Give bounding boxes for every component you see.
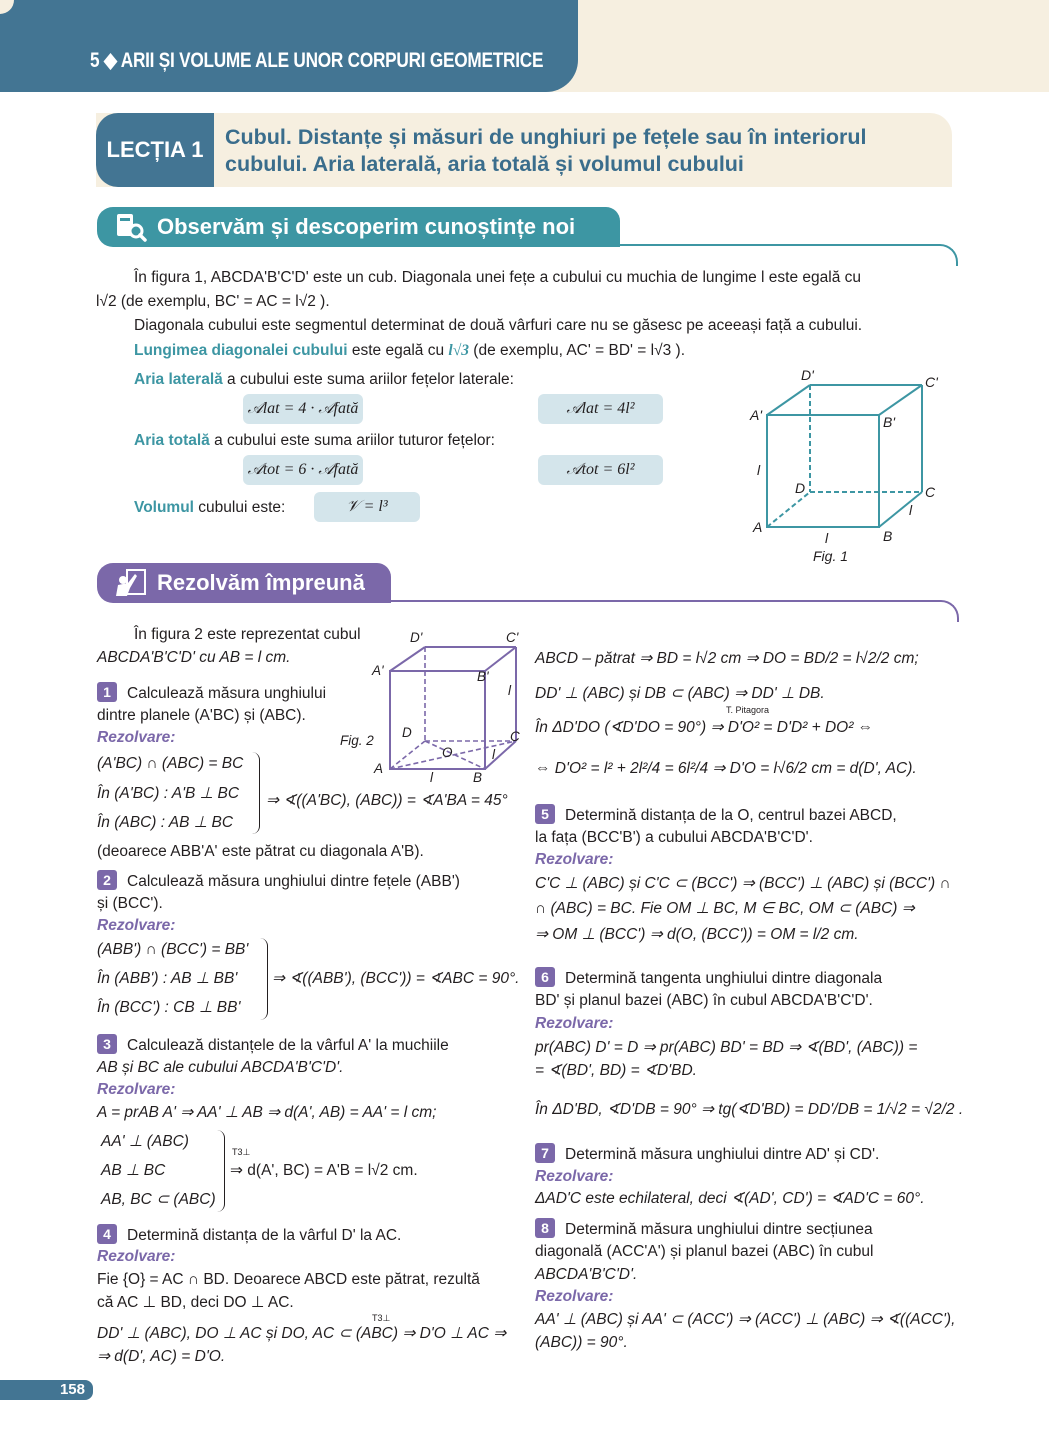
term-diagonal-length: Lungimea diagonalei cubului — [134, 342, 348, 359]
text: Calculează măsura unghiului dintre fețele (ABB') — [127, 873, 460, 890]
solution-conclusion: ⇒ ∢((A'BC), (ABC)) = ∢A'BA = 45° — [266, 792, 508, 809]
resolve-label: Rezolvare: — [535, 1288, 614, 1305]
solution-line: A = prAB A' ⇒ AA' ⊥ AB ⇒ d(A', AB) = AA' = l cm; — [97, 1104, 437, 1121]
lesson-title-line1: Cubul. Distanțe și măsuri de unghiuri pe fețele sau în interiorul — [225, 125, 867, 149]
page-number: 158 — [0, 1380, 93, 1400]
text: Determină măsura unghiului dintre AD' și CD'. — [565, 1146, 880, 1163]
solution-line: Fie {O} = AC ∩ BD. Deoarece ABCD este pătrat, rezultă — [97, 1271, 480, 1288]
section-title: Observăm și descoperim cunoștințe noi — [157, 214, 576, 239]
problem-6-statement — [535, 967, 882, 990]
section-divider — [618, 244, 958, 266]
solution-line: (ABC)) = 90°. — [535, 1334, 628, 1351]
solution-line: (A'BC) ∩ (ABC) = BC — [97, 755, 244, 772]
label-l: l — [492, 747, 495, 762]
solution-line: ∩ (ABC) = BC. Fie OM ⊥ BC, M ∈ BC, OM ⊂ (ABC) ⇒ — [535, 900, 915, 917]
solution-line: În (ABB') : AB ⊥ BB' — [97, 970, 238, 987]
text: este egală cu — [347, 342, 449, 359]
problem-number-badge: 5 — [535, 804, 555, 824]
solution-line: = ∢(BD', BD) = ∢D'BD. — [535, 1062, 697, 1079]
label-D-prime: D' — [801, 367, 814, 383]
figure-caption: Fig. 1 — [813, 548, 849, 564]
problem-number-badge: 3 — [97, 1034, 117, 1054]
solution-note: (deoarece ABB'A' este pătrat cu diagonala A'B). — [97, 843, 424, 860]
solution-line: În (A'BC) : A'B ⊥ BC — [97, 785, 240, 802]
problem-8-statement-3: ABCDA'B'C'D'. — [535, 1266, 638, 1283]
label-B: B — [883, 528, 893, 544]
solution-line: ABCD – pătrat ⇒ BD = l√2 cm ⇒ DO = BD/2 = l√2/2 cm; — [535, 650, 919, 667]
solution-conclusion: ⇒ d(A', BC) = A'B = l√2 cm. — [230, 1162, 418, 1179]
paragraph-total-area — [134, 430, 495, 452]
problem-1-statement-2: dintre planele (A'BC) și (ABC). — [97, 707, 306, 724]
theorem-label: T. Pitagora — [726, 705, 770, 715]
formula-text: 𝒜lat = 4l² — [566, 400, 635, 417]
resolve-label: Rezolvare: — [97, 729, 176, 746]
intro-line1: În figura 2 este reprezentat cubul — [134, 626, 361, 643]
label-D: D — [402, 725, 412, 740]
term-volume: Volumul — [134, 499, 194, 516]
text: cubului este: — [194, 499, 286, 516]
intro-line2: ABCDA'B'C'D' cu AB = l cm. — [97, 649, 291, 666]
problem-number-badge: 1 — [97, 682, 117, 702]
label-B-prime: B' — [883, 414, 896, 430]
section-header-solve — [97, 563, 391, 603]
text: Calculează distanțele de la vârful A' la muchiile — [127, 1037, 449, 1054]
brace — [215, 1130, 225, 1212]
label-B: B — [473, 770, 483, 785]
solution-line: C'C ⊥ (ABC) și C'C ⊂ (BCC') ⇒ (BCC') ⊥ (ABC) și (BCC') ∩ — [535, 875, 951, 892]
problem-2-statement — [97, 870, 460, 893]
problem-number-badge: 4 — [97, 1224, 117, 1244]
term-lateral-area: Aria laterală — [134, 371, 223, 388]
label-D-prime: D' — [410, 630, 423, 645]
label-l: l — [430, 770, 433, 785]
formula-volume — [314, 492, 420, 522]
problem-6-statement-2: BD' și planul bazei (ABC) în cubul ABCDA'B'C'D'. — [535, 992, 873, 1009]
lesson-badge: LECȚIA 1 — [96, 113, 214, 187]
diagonal-formula: l√3 — [448, 342, 469, 359]
solution-line: că AC ⊥ BD, deci DO ⊥ AC. — [97, 1294, 294, 1311]
brace — [250, 752, 260, 834]
label-O: O — [442, 745, 453, 760]
label-l: l — [508, 683, 511, 698]
problem-8-statement-2: diagonală (ACC'A') și planul bazei (ABC) în cubul — [535, 1243, 874, 1260]
paragraph-volume — [134, 497, 285, 519]
formula-text: 𝒜lat = 4 · 𝒜fată — [247, 400, 359, 417]
label-C-prime: C' — [925, 374, 938, 390]
label-A: A — [374, 761, 384, 776]
label-A-prime: A' — [372, 663, 384, 678]
solution-line: AA' ⊥ (ABC) și AA' ⊂ (ACC') ⇒ (ACC') ⊥ (ABC) ⇒ ∢((ACC'), — [535, 1311, 956, 1328]
figure-1-cube — [745, 365, 955, 565]
solution-line: AA' ⊥ (ABC) — [101, 1133, 189, 1150]
problem-3-statement — [97, 1034, 449, 1057]
label-C-prime: C' — [506, 630, 519, 645]
problem-7-statement — [535, 1143, 879, 1166]
figure-caption: Fig. 2 — [340, 733, 374, 748]
paragraph-lateral-area — [134, 369, 514, 391]
problem-3-statement-2: AB și BC ale cubului ABCDA'B'C'D'. — [97, 1059, 344, 1076]
problem-5-statement — [535, 804, 897, 827]
text: a cubului este suma ariilor tuturor fețelor: — [209, 432, 495, 449]
paragraph-diagonal-length — [134, 340, 685, 362]
problem-number-badge: 2 — [97, 870, 117, 890]
solution-line: ⇒ OM ⊥ (BCC') ⇒ d(O, (BCC')) = OM = l/2 cm. — [535, 926, 859, 943]
resolve-label: Rezolvare: — [97, 917, 176, 934]
solution-line: ⇔ D'O² = l² + 2l²/4 = 6l²/4 ⇒ D'O = l√6/2 cm = d(D', AC). — [535, 760, 917, 777]
book-magnifier-icon — [113, 212, 149, 242]
paragraph-face-diagonal-2: l√2 (de exemplu, BC' = AC = l√2 ). — [96, 293, 330, 310]
formula-total-2 — [538, 455, 663, 485]
solution-line: pr(ABC) D' = D ⇒ pr(ABC) BD' = BD ⇒ ∢(BD', (ABC)) = — [535, 1039, 918, 1056]
resolve-label: Rezolvare: — [535, 851, 614, 868]
problem-number-badge: 6 — [535, 967, 555, 987]
label-C: C — [510, 729, 520, 744]
section-divider — [389, 600, 959, 622]
chapter-tab — [0, 0, 578, 92]
problem-number-badge: 7 — [535, 1143, 555, 1163]
formula-text: 𝒜tot = 6 · 𝒜fată — [247, 461, 359, 478]
term-total-area: Aria totală — [134, 432, 210, 449]
paragraph-cube-diagonal: Diagonala cubului este segmentul determinat de două vârfuri care nu se găsesc pe aceeași față a cubului. — [134, 317, 863, 334]
problem-8-statement — [535, 1218, 873, 1241]
solution-line: AB ⊥ BC — [101, 1162, 166, 1179]
text: Determină distanța de la vârful D' la AC. — [127, 1227, 402, 1244]
paragraph-face-diagonal: În figura 1, ABCDA'B'C'D' este un cub. Diagonala unei fețe a cubului cu muchia de lungime l este egală cu — [134, 269, 861, 286]
formula-lateral-1 — [243, 394, 363, 424]
solution-line: ΔAD'C este echilateral, deci ∢(AD', CD') = ∢AD'C = 60°. — [535, 1190, 925, 1207]
problem-number-badge: 8 — [535, 1218, 555, 1238]
formula-lateral-2 — [538, 394, 663, 424]
lesson-title-line2: cubului. Aria laterală, aria totală și volumul cubului — [225, 152, 744, 176]
problem-2-statement-2: și (BCC'). — [97, 895, 163, 912]
label-l: l — [825, 530, 829, 546]
solution-line: În ΔD'DO (∢D'DO = 90°) ⇒ D'O² = D'D² + DO² ⇔ — [535, 719, 874, 736]
text: Calculează măsura unghiului — [127, 685, 327, 702]
figure-2-cube — [330, 625, 530, 785]
label-C: C — [925, 484, 936, 500]
problem-1-statement — [97, 682, 326, 705]
text: a cubului este suma ariilor fețelor laterale: — [222, 371, 514, 388]
section-header-observe — [97, 207, 620, 247]
label-D: D — [795, 480, 806, 496]
cube-front-face — [390, 671, 485, 769]
label-B-prime: B' — [477, 669, 489, 684]
lesson-title — [225, 124, 945, 178]
text: Determină distanța de la O, centrul bazei ABCD, — [565, 807, 897, 824]
label-l: l — [909, 502, 913, 518]
problem-4-statement — [97, 1224, 401, 1247]
label-l: l — [757, 462, 761, 478]
solution-line: (ABB') ∩ (BCC') = BB' — [97, 941, 249, 958]
theorem-label: T3⊥ — [372, 1313, 391, 1323]
resolve-label: Rezolvare: — [535, 1015, 614, 1032]
label-A-prime: A' — [750, 407, 763, 423]
cube-front-face — [767, 415, 879, 527]
brace — [258, 938, 268, 1020]
formula-text: 𝒱 = l³ — [346, 498, 388, 515]
formula-text: 𝒜tot = 6l² — [566, 461, 635, 478]
solution-line: În (BCC') : CB ⊥ BB' — [97, 999, 241, 1016]
solution-line: DD' ⊥ (ABC) și DB ⊂ (ABC) ⇒ DD' ⊥ DB. — [535, 685, 825, 702]
student-board-icon — [113, 568, 149, 598]
solution-line: În (ABC) : AB ⊥ BC — [97, 814, 234, 831]
theorem-label: T3⊥ — [232, 1147, 251, 1157]
label-A: A — [753, 519, 763, 535]
solution-line: DD' ⊥ (ABC), DO ⊥ AC și DO, AC ⊂ (ABC) ⇒ D'O ⊥ AC ⇒ — [97, 1325, 507, 1342]
solution-line: AB, BC ⊂ (ABC) — [101, 1191, 216, 1208]
solution-line: În ΔD'BD, ∢D'DB = 90° ⇒ tg(∢D'BD) = DD'/DB = 1/√2 = √2/2 . — [535, 1101, 964, 1118]
solution-line: ⇒ d(D', AC) = D'O. — [97, 1348, 226, 1365]
resolve-label: Rezolvare: — [97, 1081, 176, 1098]
resolve-label: Rezolvare: — [97, 1248, 176, 1265]
solution-conclusion: ⇒ ∢((ABB'), (BCC')) = ∢ABC = 90°. — [272, 970, 520, 987]
problem-5-statement-2: la fața (BCC'B') a cubului ABCDA'B'C'D'. — [535, 829, 813, 846]
formula-total-1 — [243, 455, 363, 485]
chapter-title: 5 ◆ ARII ȘI VOLUME ALE UNOR CORPURI GEOMETRICE — [90, 49, 544, 72]
resolve-label: Rezolvare: — [535, 1168, 614, 1185]
text: Determină tangenta unghiului dintre diagonala — [565, 970, 883, 987]
text: (de exemplu, AC' = BD' = l√3 ). — [468, 342, 686, 359]
section-title: Rezolvăm împreună — [157, 570, 365, 595]
text: Determină măsura unghiului dintre secțiunea — [565, 1221, 873, 1238]
